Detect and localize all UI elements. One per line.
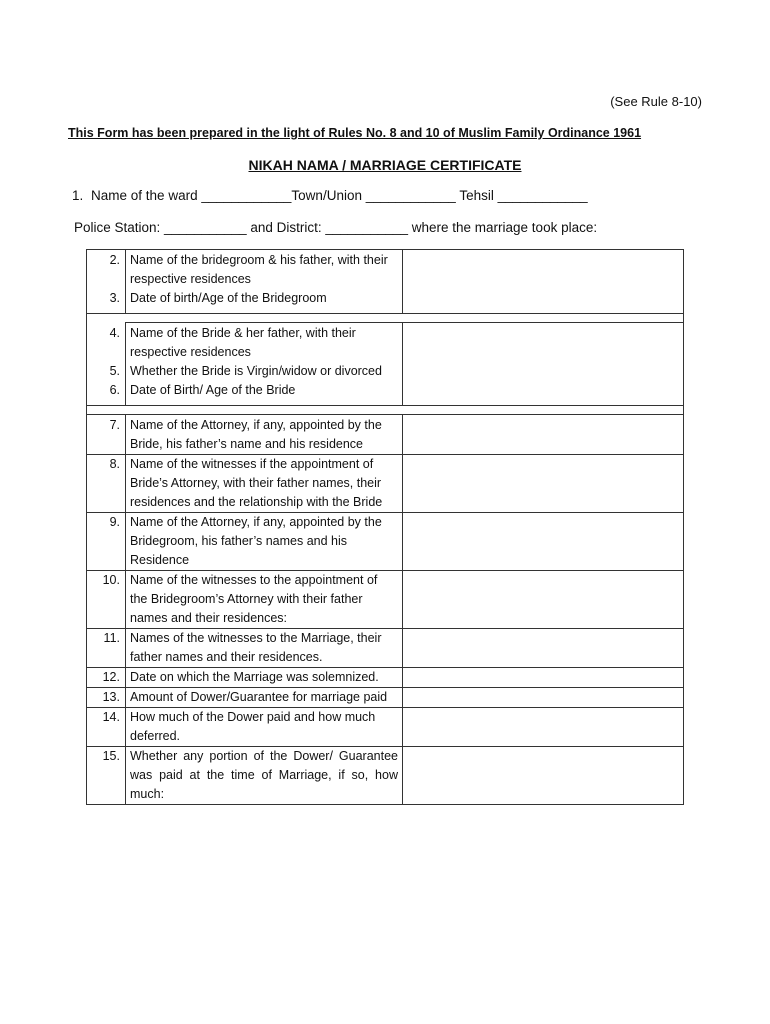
row-number: 3.: [87, 289, 126, 314]
row-number: 7.: [87, 415, 126, 455]
bride-value-field[interactable]: [403, 323, 684, 406]
row-number: 14.: [87, 708, 126, 747]
row-number: 13.: [87, 688, 126, 708]
document-title: NIKAH NAMA / MARRIAGE CERTIFICATE: [248, 157, 522, 173]
row-number: 10.: [87, 571, 126, 629]
row-label: Names of the witnesses to the Marriage, their father names and their residences.: [126, 629, 403, 668]
marriage-witnesses-value-field[interactable]: [403, 629, 684, 668]
row-label: Whether any portion of the Dower/ Guarantee was paid at the time of Marriage, if so, how much:: [126, 747, 403, 805]
solemnized-date-value-field[interactable]: [403, 668, 684, 688]
bridegroom-value-field[interactable]: [403, 250, 684, 314]
row-number: 11.: [87, 629, 126, 668]
row-label: Date of Birth/ Age of the Bride: [126, 381, 403, 406]
dower-paid-deferred-value-field[interactable]: [403, 708, 684, 747]
bridegroom-attorney-witnesses-value-field[interactable]: [403, 571, 684, 629]
row-number: 15.: [87, 747, 126, 805]
row-label: Name of the Attorney, if any, appointed by the Bridegroom, his father’s names and his Residence: [126, 513, 403, 571]
dower-portion-paid-value-field[interactable]: [403, 747, 684, 805]
row-gap: [87, 314, 684, 323]
row-label: Whether the Bride is Virgin/widow or divorced: [126, 362, 403, 381]
row-label: How much of the Dower paid and how much deferred.: [126, 708, 403, 747]
police-district-line[interactable]: Police Station: ___________ and District: ___________ where the marriage took place:: [74, 220, 598, 235]
ward-town-tehsil-field[interactable]: Name of the ward ____________Town/Union ____________ Tehsil ____________: [91, 188, 588, 203]
row-number: 12.: [87, 668, 126, 688]
row-number: 6.: [87, 381, 126, 406]
row-label: Name of the Bride & her father, with their respective residences: [126, 323, 403, 363]
item-number: 1.: [72, 188, 84, 203]
row-number: 8.: [87, 455, 126, 513]
certificate-fields-table: [86, 249, 684, 805]
row-number: 9.: [87, 513, 126, 571]
row-gap: [87, 406, 684, 415]
bride-attorney-value-field[interactable]: [403, 415, 684, 455]
row-label: Name of the Attorney, if any, appointed by the Bride, his father’s name and his residence: [126, 415, 403, 455]
row-label: Name of the bridegroom & his father, with their respective residences: [126, 250, 403, 290]
form-note: This Form has been prepared in the light of Rules No. 8 and 10 of Muslim Family Ordinance 1961: [68, 126, 642, 140]
bridegroom-attorney-value-field[interactable]: [403, 513, 684, 571]
row-label: Date on which the Marriage was solemnized.: [126, 668, 403, 688]
row-label: Date of birth/Age of the Bridegroom: [126, 289, 403, 314]
bride-attorney-witnesses-value-field[interactable]: [403, 455, 684, 513]
row-label: Name of the witnesses if the appointment of Bride’s Attorney, with their father names, their residences and the relationship with the Bride: [126, 455, 403, 513]
row-number: 4.: [87, 323, 126, 363]
dower-amount-value-field[interactable]: [403, 688, 684, 708]
row-number: 2.: [87, 250, 126, 290]
row-label: Amount of Dower/Guarantee for marriage paid: [126, 688, 403, 708]
row-label: Name of the witnesses to the appointment of the Bridegroom’s Attorney with their father names and their residences:: [126, 571, 403, 629]
ward-line: [72, 188, 592, 203]
rule-reference: (See Rule 8-10): [610, 94, 702, 109]
row-number: 5.: [87, 362, 126, 381]
